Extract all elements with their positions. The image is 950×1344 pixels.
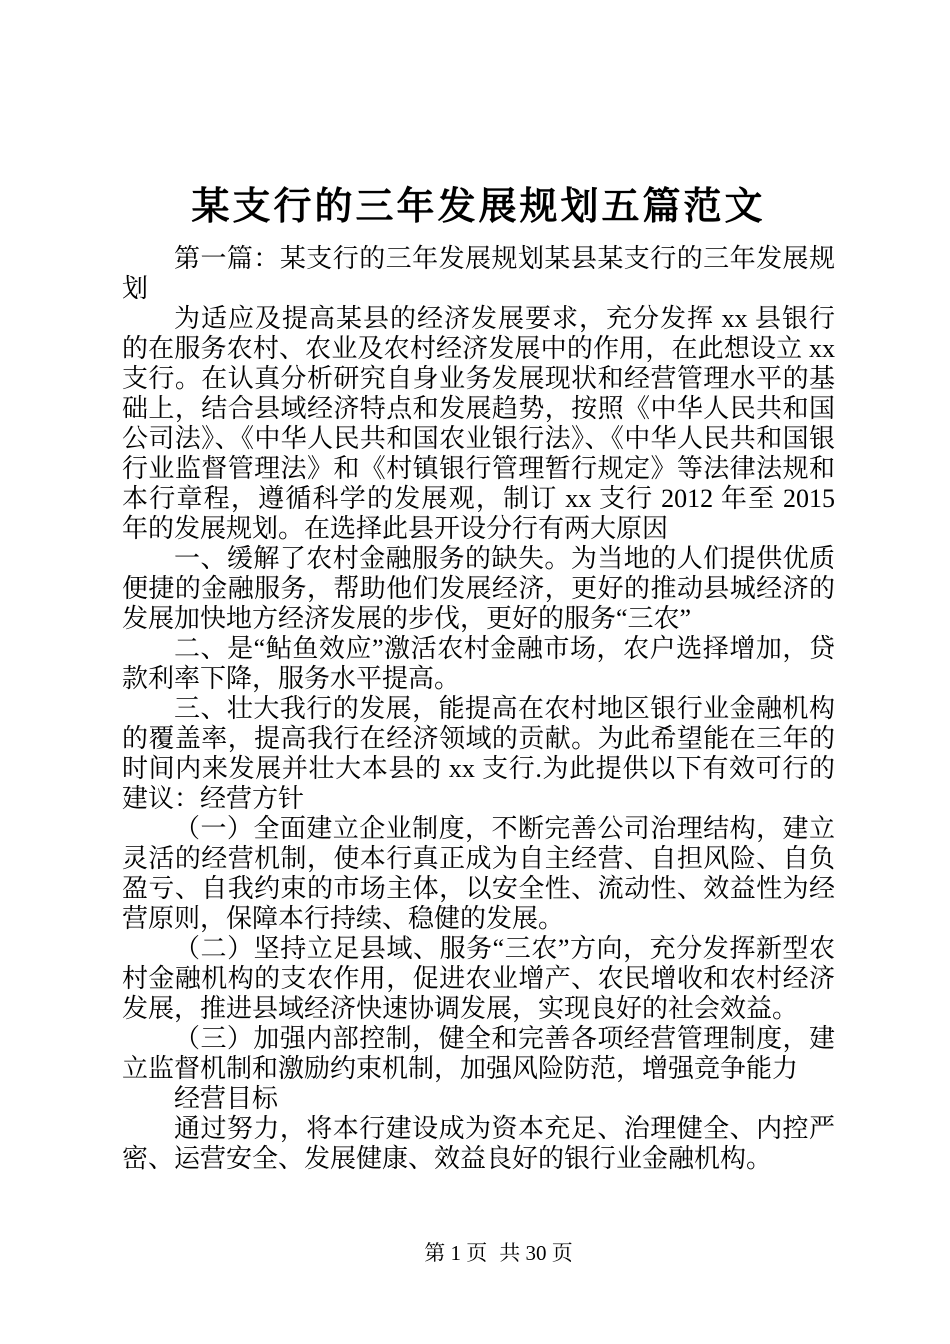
paragraph-9: 经营目标: [174, 1084, 279, 1113]
paragraph-1: 第一篇：某支行的三年发展规划某县某支行的三年发展规划: [122, 244, 835, 303]
paragraph-8: （三）加强内部控制，健全和完善各项经营管理制度，建立监督机制和激励约束机制，加强风险防范，增强竞争能力: [122, 1024, 835, 1083]
document-title: 某支行的三年发展规划五篇范文: [191, 186, 766, 228]
page-total: 共 30 页: [499, 1241, 573, 1265]
paragraph-2: 为适应及提高某县的经济发展要求，充分发挥 xx 县银行的在服务农村、农业及农村经济发展中的作用，在此想设立 xx 支行。在认真分析研究自身业务发展现状和经营管理水平的基础上，结合县域经济特点和发展趋势，按照《中华人民共和国公司法》、《中华人民共和国农业银行法》、《中华人民共和国银行业监督管理法》和《村镇银行管理暂行规定》等法律法规和本行章程，遵循科学的发展观，制订 xx 支行 2012 年至 2015 年的发展规划。在选择此县开设分行有两大原因: [122, 304, 835, 543]
paragraph-3: 一、缓解了农村金融服务的缺失。为当地的人们提供优质便捷的金融服务，帮助他们发展经济，更好的推动县城经济的发展加快地方经济发展的步伐，更好的服务“三农”: [122, 544, 835, 633]
page-number: 第 1 页: [424, 1241, 488, 1265]
document-content: [122, 0, 835, 1174]
paragraph-5: 三、壮大我行的发展，能提高在农村地区银行业金融机构的覆盖率，提高我行在经济领域的贡献。为此希望能在三年的时间内来发展并壮大本县的 xx 支行.为此提供以下有效可行的建议：经营方针: [122, 694, 835, 813]
document-body: [122, 244, 835, 1174]
page-footer: [122, 1240, 835, 1266]
paragraph-6: （一）全面建立企业制度，不断完善公司治理结构，建立灵活的经营机制，使本行真正成为自主经营、自担风险、自负盈亏、自我约束的市场主体，以安全性、流动性、效益性为经营原则，保障本行持续、稳健的发展。: [122, 814, 835, 933]
paragraph-10: 通过努力，将本行建设成为资本充足、治理健全、内控严密、运营安全、发展健康、效益良好的银行业金融机构。: [122, 1114, 835, 1173]
paragraph-4: 二、是“鲇鱼效应”激活农村金融市场，农户选择增加，贷款利率下降，服务水平提高。: [122, 634, 835, 693]
paragraph-7: （二）坚持立足县域、服务“三农”方向，充分发挥新型农村金融机构的支农作用，促进农业增产、农民增收和农村经济发展，推进县域经济快速协调发展，实现良好的社会效益。: [122, 934, 835, 1023]
